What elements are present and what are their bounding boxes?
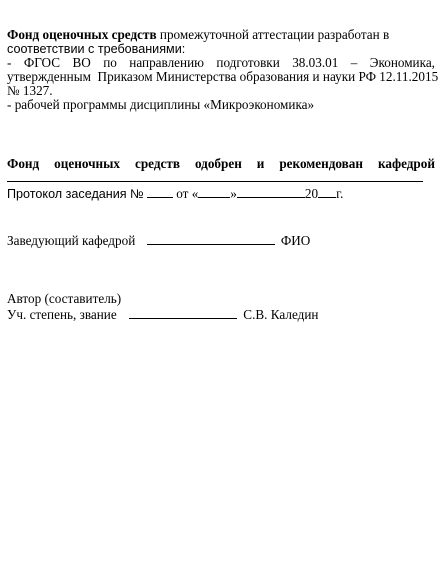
protocol-prefix: Протокол заседания № xyxy=(7,187,144,201)
intro-paragraph xyxy=(7,27,439,112)
author-degree-label: Уч. степень, звание xyxy=(7,307,117,322)
protocol-quote-close: » xyxy=(230,186,237,201)
approval-word: одобрен xyxy=(194,156,242,171)
head-signature-blank xyxy=(147,233,275,245)
head-name: ФИО xyxy=(280,233,311,248)
fgos-word: ФГОС xyxy=(23,55,61,70)
protocol-line xyxy=(7,186,435,201)
intro-requirements-line: соответствии с требованиями: xyxy=(7,42,186,56)
intro-bold-title: Фонд оценочных средств xyxy=(7,27,157,42)
program-line: - рабочей программы дисциплины «Микроэкономика» xyxy=(7,97,315,112)
fgos-word: - xyxy=(7,55,12,70)
fgos-word: ВО xyxy=(72,55,91,70)
protocol-year: 20 xyxy=(304,186,319,201)
intro-title-rest: промежуточной аттестации разработан в xyxy=(156,27,390,42)
protocol-year-blank xyxy=(318,186,336,198)
fgos-word: подготовки xyxy=(216,55,280,70)
protocol-day-blank xyxy=(198,186,230,198)
fgos-word: Экономика, xyxy=(369,55,435,70)
fgos-word: 38.03.01 xyxy=(292,55,339,70)
fgos-word: – xyxy=(350,55,358,70)
fgos-line-1 xyxy=(7,56,435,70)
author-line xyxy=(7,307,435,322)
protocol-suffix: г. xyxy=(336,186,344,201)
approval-word: средств xyxy=(134,156,180,171)
approval-word: Фонд xyxy=(7,156,40,171)
author-signature-blank xyxy=(129,307,237,319)
author-name: С.В. Каледин xyxy=(243,307,319,322)
intro-title-line xyxy=(7,28,435,42)
approval-underline xyxy=(7,181,423,182)
fgos-word: по xyxy=(103,55,117,70)
approval-word: и xyxy=(256,156,265,171)
fgos-line-2: утвержденным Приказом Министерства образования и науки РФ 12.11.2015 xyxy=(7,69,439,84)
fgos-line-3: № 1327. xyxy=(7,83,53,98)
approval-word: рекомендован xyxy=(279,156,363,171)
author-label: Автор (составитель) xyxy=(7,291,122,306)
approval-word: оценочных xyxy=(54,156,120,171)
protocol-number-blank xyxy=(147,186,173,198)
protocol-month-blank xyxy=(237,186,305,198)
approval-word: кафедрой xyxy=(377,156,435,171)
approval-heading xyxy=(7,157,435,171)
head-line xyxy=(7,233,435,248)
protocol-from: от « xyxy=(176,186,199,201)
fgos-word: направлению xyxy=(129,55,204,70)
head-label: Заведующий кафедрой xyxy=(7,233,136,248)
